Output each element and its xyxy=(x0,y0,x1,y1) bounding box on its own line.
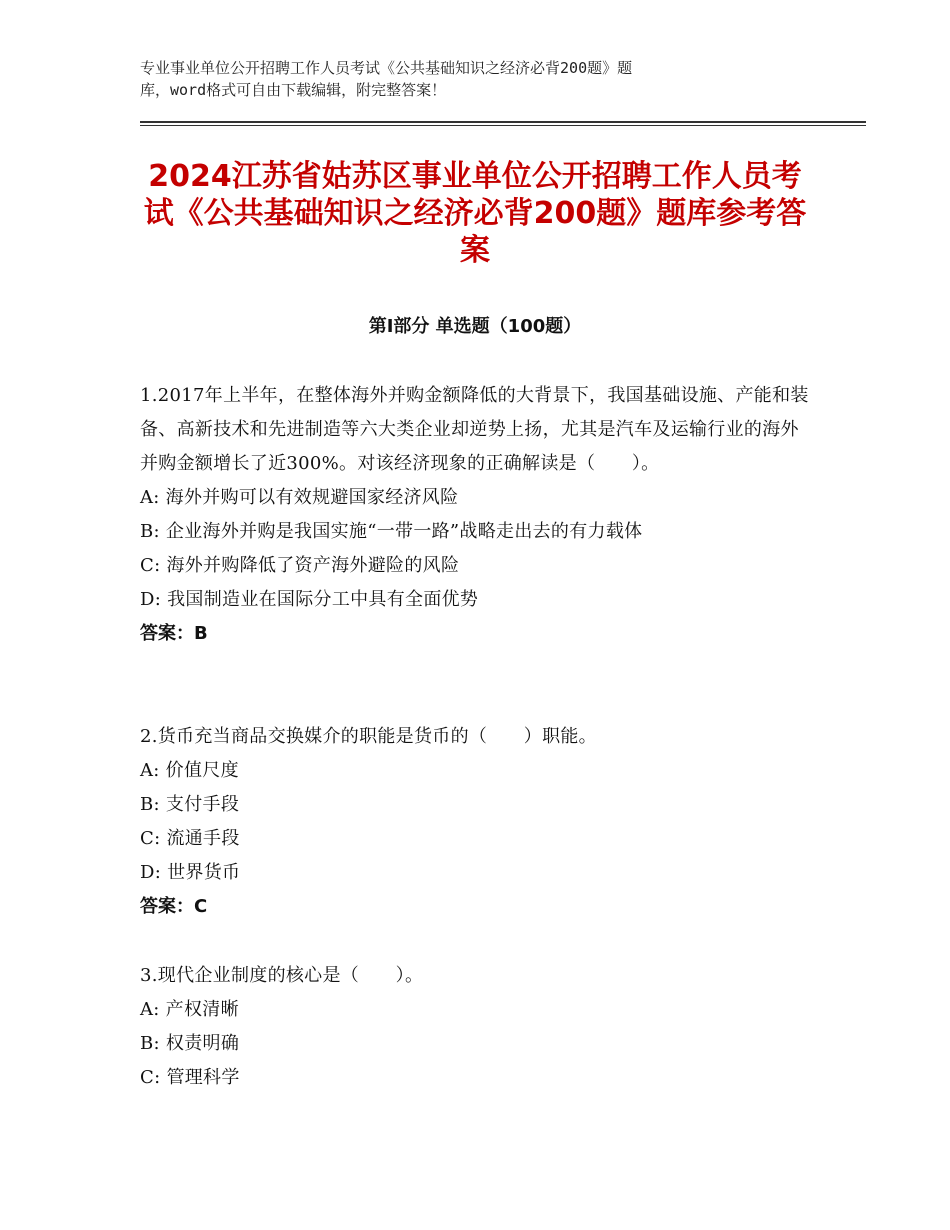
header-rule xyxy=(140,121,866,123)
option-c: C: 海外并购降低了资产海外避险的风险 xyxy=(140,555,460,576)
question-2 xyxy=(140,720,812,924)
question-1 xyxy=(140,379,812,651)
header-note-line: 专业事业单位公开招聘工作人员考试《公共基础知识之经济必背200题》题 xyxy=(140,59,633,77)
question-stem: 1.2017年上半年，在整体海外并购金额降低的大背景下，我国基础设施、产能和装备、高新技术和先进制造等六大类企业却逆势上扬，尤其是汽车及运输行业的海外并购金额增长了近300%。对该经济现象的正确解读是（ ）。 xyxy=(140,385,809,474)
option-b: B: 企业海外并购是我国实施“一带一路”战略走出去的有力载体 xyxy=(140,521,643,542)
question-3 xyxy=(140,959,812,1095)
option-a: A: 海外并购可以有效规避国家经济风险 xyxy=(140,487,459,508)
option-a: A: 产权清晰 xyxy=(140,999,239,1020)
option-a: A: 价值尺度 xyxy=(140,760,239,781)
option-d: D: 我国制造业在国际分工中具有全面优势 xyxy=(140,589,479,610)
section-heading: 第Ⅰ部分 单选题（100题） xyxy=(368,316,582,337)
header-rule-thin xyxy=(140,125,866,126)
option-b: B: 支付手段 xyxy=(140,794,240,815)
document-title: 2024江苏省姑苏区事业单位公开招聘工作人员考试《公共基础知识之经济必背200题》题库参考答案 xyxy=(143,159,807,268)
option-c: C: 流通手段 xyxy=(140,828,240,849)
answer: 答案：C xyxy=(140,896,208,917)
question-stem: 3.现代企业制度的核心是（ ）。 xyxy=(140,965,424,986)
option-d: D: 世界货币 xyxy=(140,862,241,883)
option-b: B: 权责明确 xyxy=(140,1033,240,1054)
option-c: C: 管理科学 xyxy=(140,1067,240,1088)
header-note-line: 库，word格式可自由下载编辑，附完整答案！ xyxy=(140,81,447,99)
question-stem: 2.货币充当商品交换媒介的职能是货币的（ ）职能。 xyxy=(140,726,597,747)
header-note xyxy=(140,57,780,101)
answer: 答案：B xyxy=(140,623,208,644)
